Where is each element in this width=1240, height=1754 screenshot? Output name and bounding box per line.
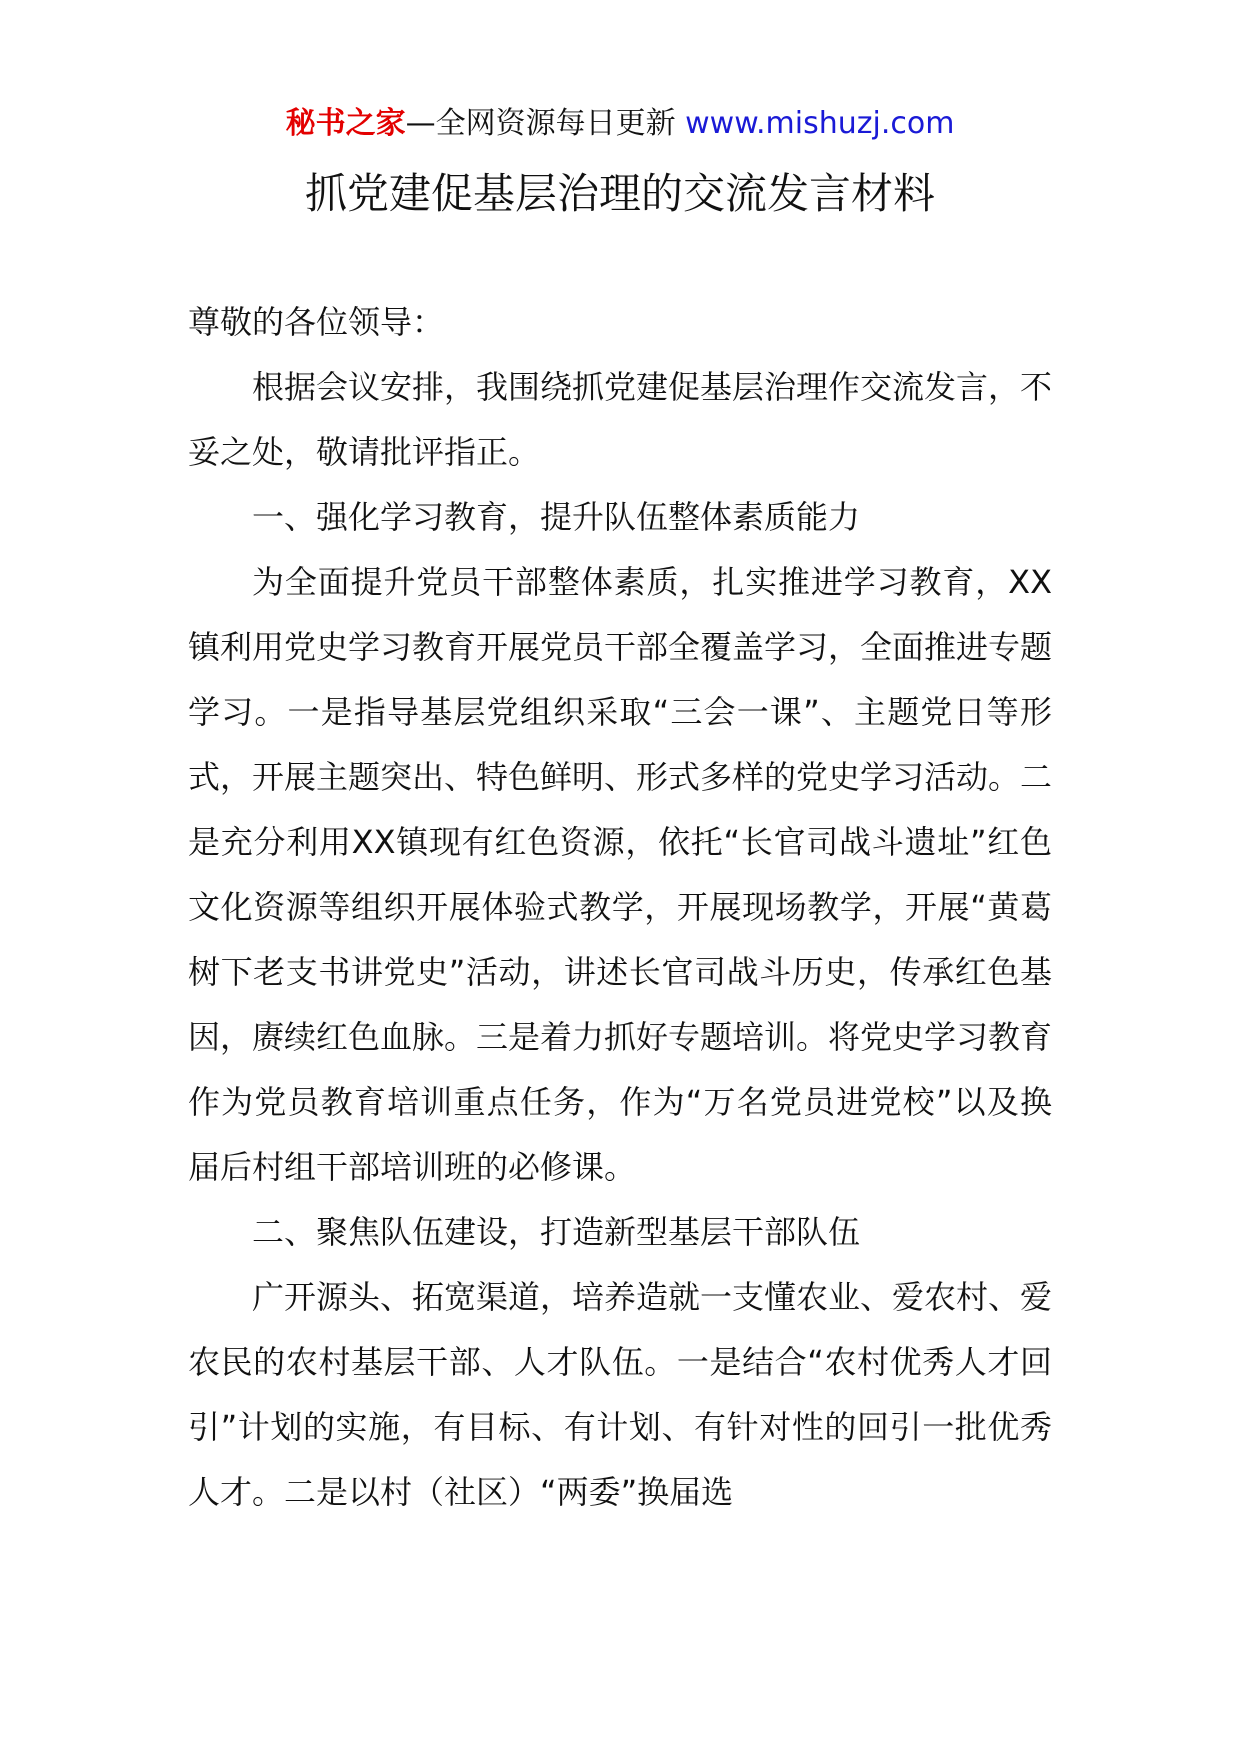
document-body <box>188 290 1052 1525</box>
paragraph-section-2: 广开源头、拓宽渠道，培养造就一支懂农业、爱农村、爱农民的农村基层干部、人才队伍。一是结合“农村优秀人才回引”计划的实施，有目标、有计划、有针对性的回引一批优秀人才。二是以村（社区）“两委”换届选 <box>188 1278 1053 1511</box>
site-url-link[interactable]: www.mishuzj.com <box>685 106 955 141</box>
salutation: 尊敬的各位领导： <box>188 303 445 341</box>
section-heading-1: 一、强化学习教育，提升队伍整体素质能力 <box>252 498 861 536</box>
site-brand: 秘书之家 <box>285 106 406 141</box>
paragraph-intro: 根据会议安排，我围绕抓党建促基层治理作交流发言，不妥之处，敬请批评指正。 <box>188 368 1053 471</box>
site-header <box>0 98 1240 150</box>
section-heading-2: 二、聚焦队伍建设，打造新型基层干部队伍 <box>252 1213 861 1251</box>
paragraph-section-1: 为全面提升党员干部整体素质，扎实推进学习教育，XX镇利用党史学习教育开展党员干部全覆盖学习，全面推进专题学习。一是指导基层党组织采取“三会一课”、主题党日等形式，开展主题突出、特色鲜明、形式多样的党史学习活动。二是充分利用XX镇现有红色资源，依托“长官司战斗遗址”红色文化资源等组织开展体验式教学，开展现场教学，开展“黄葛树下老支书讲党史”活动，讲述长官司战斗历史，传承红色基因，赓续红色血脉。三是着力抓好专题培训。将党史学习教育作为党员教育培训重点任务，作为“万名党员进党校”以及换届后村组干部培训班的必修课。 <box>188 563 1053 1186</box>
site-tagline: —全网资源每日更新 <box>405 106 676 141</box>
document-title: 抓党建促基层治理的交流发言材料 <box>304 169 935 218</box>
